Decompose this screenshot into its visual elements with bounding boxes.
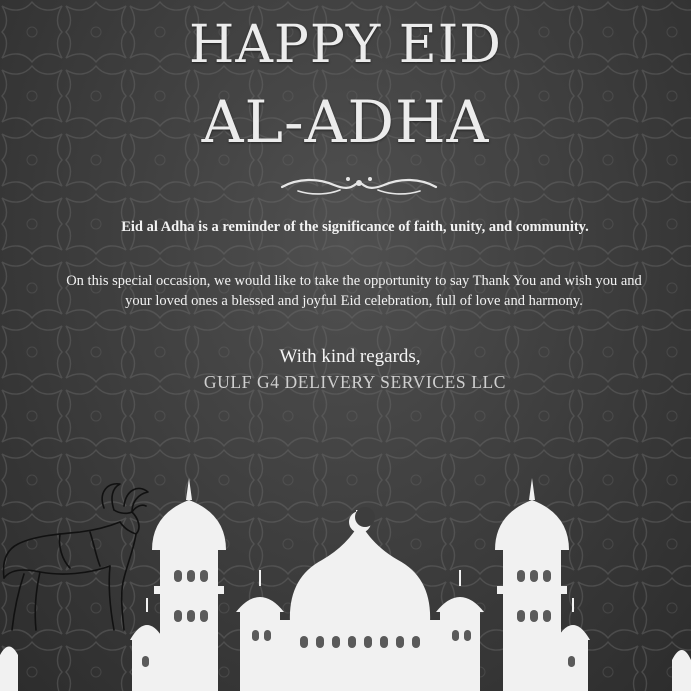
title-line-2: AL-ADHA xyxy=(201,88,490,156)
faith-message: Eid al Adha is a reminder of the significance of faith, unity, and community. xyxy=(121,219,589,235)
regards-line: With kind regards, xyxy=(279,346,421,367)
goat-outline-icon xyxy=(4,484,148,630)
crescent-moon-icon xyxy=(349,507,375,533)
mosque-silhouette-icon xyxy=(0,478,691,691)
swirl-divider-icon xyxy=(278,172,440,200)
company-name: GULF G4 DELIVERY SERVICES LLC xyxy=(203,372,507,392)
mosque-scene xyxy=(0,470,691,691)
thank-you-message: On this special occasion, we would like to take the opportunity to say Thank You and wish you and your loved ones a blessed and joyful Eid celebration, full of love and harmony. xyxy=(66,273,642,309)
title-line-1: HAPPY EID xyxy=(189,15,502,75)
